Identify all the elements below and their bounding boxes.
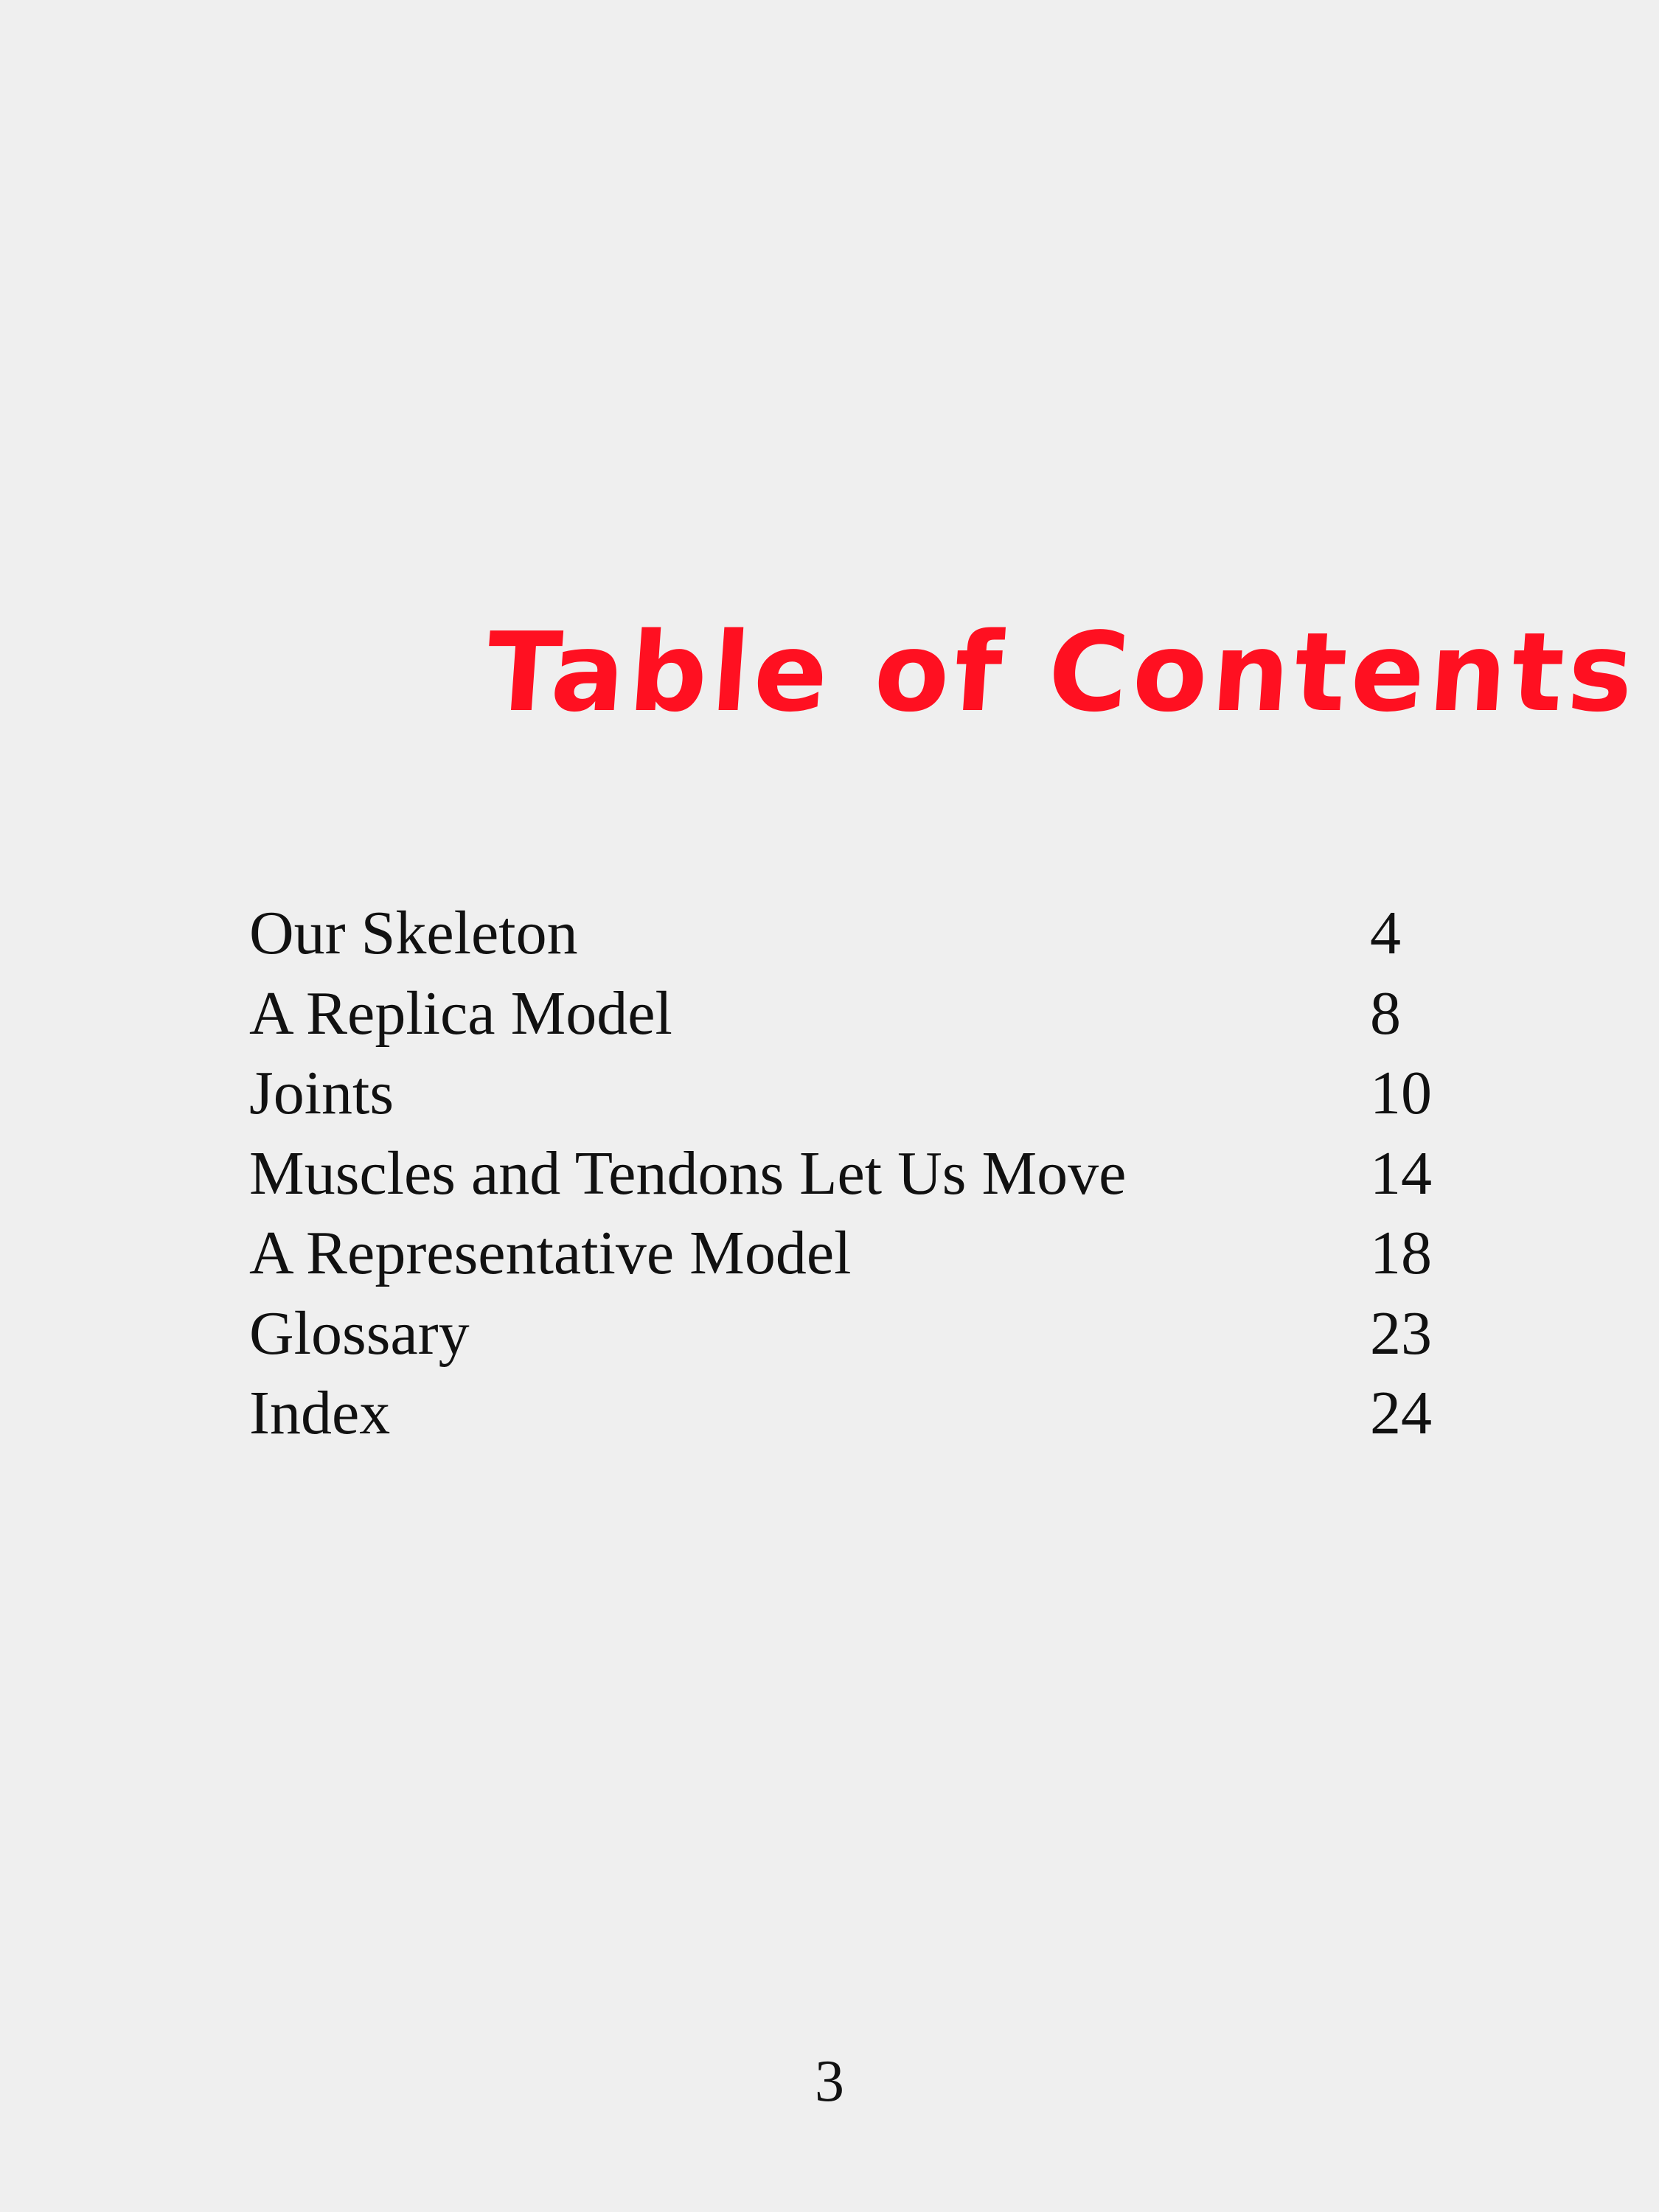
toc-entry-label: Joints <box>249 1059 394 1127</box>
toc-entry-label: A Representative Model <box>249 1219 852 1287</box>
toc-entry-index <box>249 1374 1473 1454</box>
toc-entry-muscles-and-tendons <box>249 1134 1473 1214</box>
toc-entry-a-replica-model <box>249 974 1473 1054</box>
toc-entry-page-number: 14 <box>1370 1138 1432 1208</box>
page-number: 3 <box>815 2049 844 2114</box>
toc-entry-label: A Replica Model <box>249 978 672 1048</box>
toc-entry-joints <box>249 1054 1473 1134</box>
toc-entry-page-number: 4 <box>1370 899 1401 967</box>
toc-entry-page-number: 10 <box>1370 1059 1432 1127</box>
toc-entry-label: Our Skeleton <box>249 899 578 967</box>
toc-entry-our-skeleton <box>249 894 1473 974</box>
toc-entry-page-number: 24 <box>1370 1379 1432 1447</box>
toc-entry-page-number: 23 <box>1370 1298 1432 1368</box>
table-of-contents <box>249 894 1473 1454</box>
toc-entry-glossary <box>249 1294 1473 1374</box>
toc-entry-label: Index <box>249 1379 391 1447</box>
toc-entry-label: Glossary <box>249 1298 470 1368</box>
toc-entry-a-representative-model <box>249 1214 1473 1294</box>
toc-entry-page-number: 18 <box>1370 1219 1432 1287</box>
toc-entry-page-number: 8 <box>1370 978 1401 1048</box>
page-title: Table of Contents <box>481 609 1642 736</box>
toc-entry-label: Muscles and Tendons Let Us Move <box>249 1138 1127 1208</box>
